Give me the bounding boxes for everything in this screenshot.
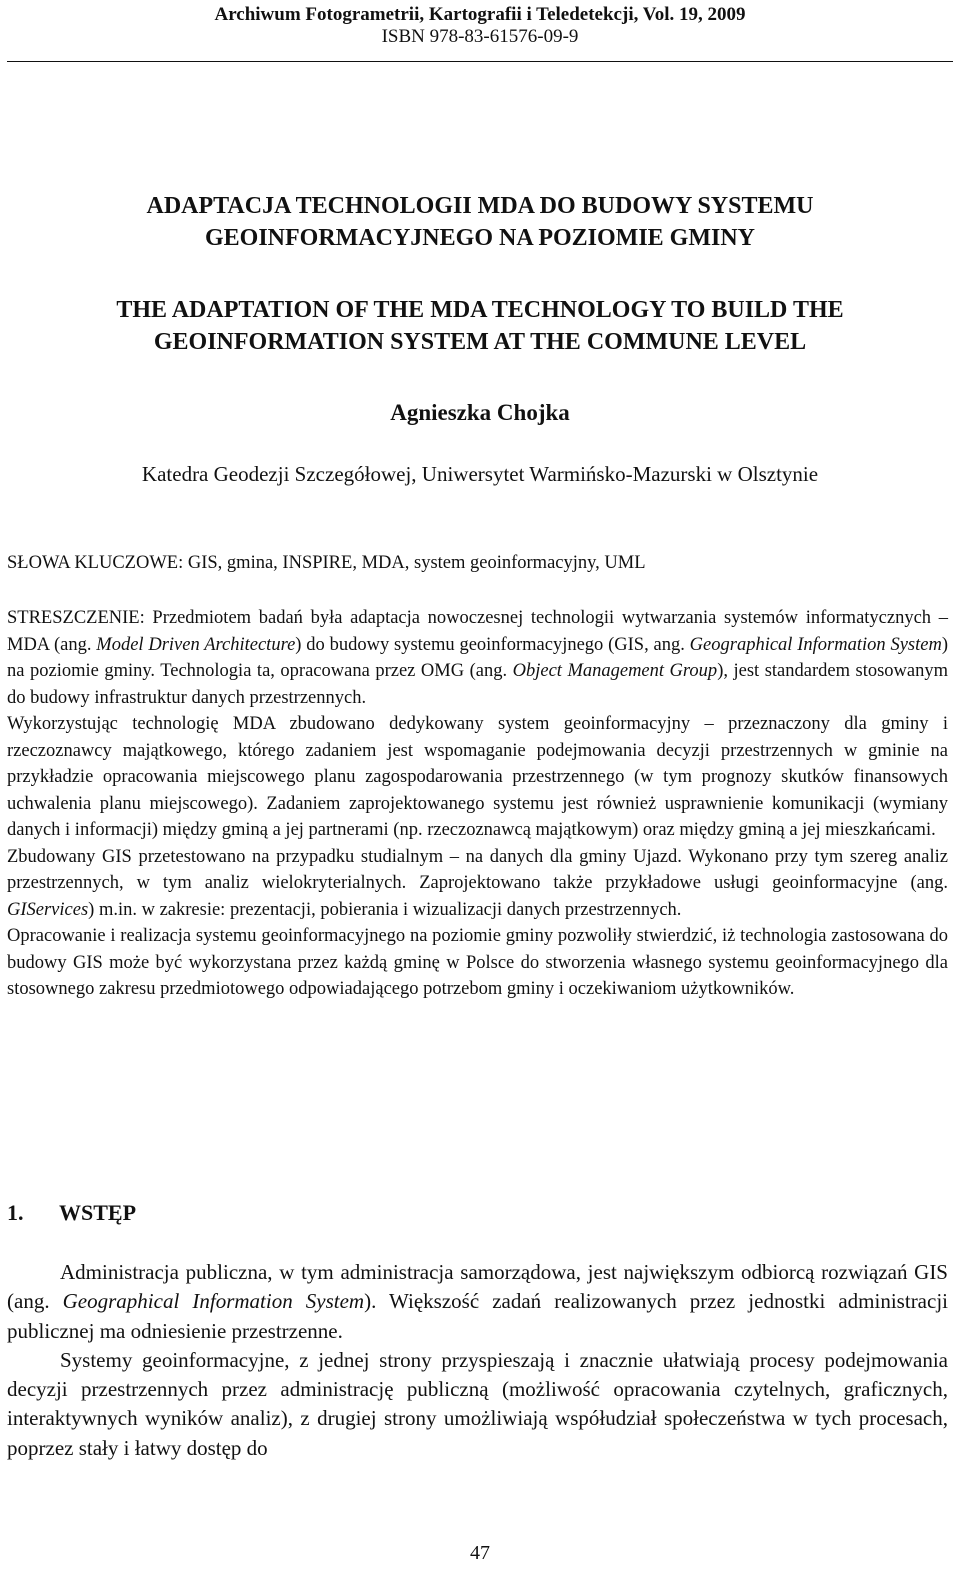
author-affiliation: Katedra Geodezji Szczegółowej, Uniwersytet Warmińsko-Mazurski w Olsztynie [141,462,819,486]
intro-paragraph-1 [7,1258,948,1346]
abstract-paragraph-2: Wykorzystując technologię MDA zbudowano dedykowany system geoinformacyjny – przeznaczony dla gminy i rzeczoznawcy majątkowego, którego zadaniem jest wspomaganie podejmowania decyzji przestrzennych w gminie na przykładzie opracowania miejscowego planu zagospodarowania przestrzennego (w tym prognozy skutków finansowych uchwalenia planu miejscowego). Zadaniem zaprojektowanego systemu jest również usprawnienie komunikacji (wymiany danych i informacji) między gminą a jej partnerami (np. rzeczoznawcą majątkowym) oraz między gminą a jej mieszkańcami. [7,714,948,840]
title-english-line-1: THE ADAPTATION OF THE MDA TECHNOLOGY TO BUILD THE [116,297,844,323]
body-text [7,1258,948,1463]
running-header [0,0,960,48]
page-number: 47 [470,1542,490,1564]
abstract [7,605,948,1003]
body-term: Geographical Information System [62,1289,365,1314]
section-number: 1. [7,1200,24,1225]
abstract-text: ), jest standardem stosowanym do budowy infrastruktur danych przestrzennych. [7,661,949,708]
header-divider [7,61,953,62]
abstract-term: Geographical Information System [689,634,942,655]
abstract-paragraph-3 [7,844,948,924]
abstract-paragraph-1 [7,605,948,711]
author-name: Agnieszka Chojka [390,400,570,425]
abstract-text: ) m.in. w zakresie: prezentacji, pobierania i wizualizacji danych przestrzennych. [88,899,682,920]
body-text-run: ). Większość zadań realizowanych przez jednostki administracji publicznej ma odniesienie przestrzenne. [7,1289,948,1343]
abstract-term: Object Management Group [512,661,718,681]
abstract-text: ) do budowy systemu geoinformacyjnego (GIS, ang. [295,634,690,655]
abstract-text: ) na poziomie gminy. Technologia ta, opracowana przez OMG (ang. [7,634,948,681]
abstract-text: Zbudowany GIS przetestowano na przypadku studialnym – na danych dla gminy Ujazd. Wykonano przy tym szereg analiz przestrzennych, w tym analiz wielokryterialnych. Zaprojektowano także przykładowe usługi geoinformacyjne (ang. [7,846,948,893]
abstract-paragraph-4: Opracowanie i realizacja systemu geoinformacyjnego na poziomie gminy pozwoliły stwierdzić, iż technologia zastosowana do budowy GIS może być wykorzystana przez każdą gminę w Polsce do stworzenia własnego systemu geoinformacyjnego dla stosownego zakresu przedmiotowego odpowiadającego potrzebom gminy i oczekiwaniom użytkowników. [7,926,948,999]
title-polish-line-2: GEOINFORMACYJNEGO NA POZIOMIE GMINY [204,225,755,251]
section-heading [7,1198,136,1228]
title-english-line-2: GEOINFORMATION SYSTEM AT THE COMMUNE LEVEL [153,329,807,355]
title-english [0,294,960,358]
journal-title: Archiwum Fotogrametrii, Kartografii i Teledetekcji, Vol. 19, 2009 [214,4,746,25]
body-text-run: Administracja publiczna, w tym administracja samorządowa, jest największym odbiorcą rozwiązań GIS (ang. [7,1260,948,1314]
abstract-term: GIServices [7,899,89,920]
title-polish [0,190,960,254]
abstract-text: STRESZCZENIE: Przedmiotem badań była adaptacja nowoczesnej technologii wytwarzania systemów informatycznych – MDA (ang. [7,608,948,655]
isbn: ISBN 978-83-61576-09-9 [381,26,579,47]
section-title: WSTĘP [59,1200,137,1225]
intro-paragraph-2: Systemy geoinformacyjne, z jednej strony przyspieszają i znacznie ułatwiają procesy podejmowania decyzji przestrzennych przez administrację publiczną (możliwość opracowania czytelnych, graficznych, interaktywnych wyników analiz), z drugiej strony umożliwiają współudział społeczeństwa w tych procesach, poprzez stały i łatwy dostęp do [7,1347,948,1460]
title-polish-line-1: ADAPTACJA TECHNOLOGII MDA DO BUDOWY SYSTEMU [146,193,814,219]
abstract-term: Model Driven Architecture [96,634,296,655]
keywords: SŁOWA KLUCZOWE: GIS, gmina, INSPIRE, MDA, system geoinformacyjny, UML [7,553,646,573]
